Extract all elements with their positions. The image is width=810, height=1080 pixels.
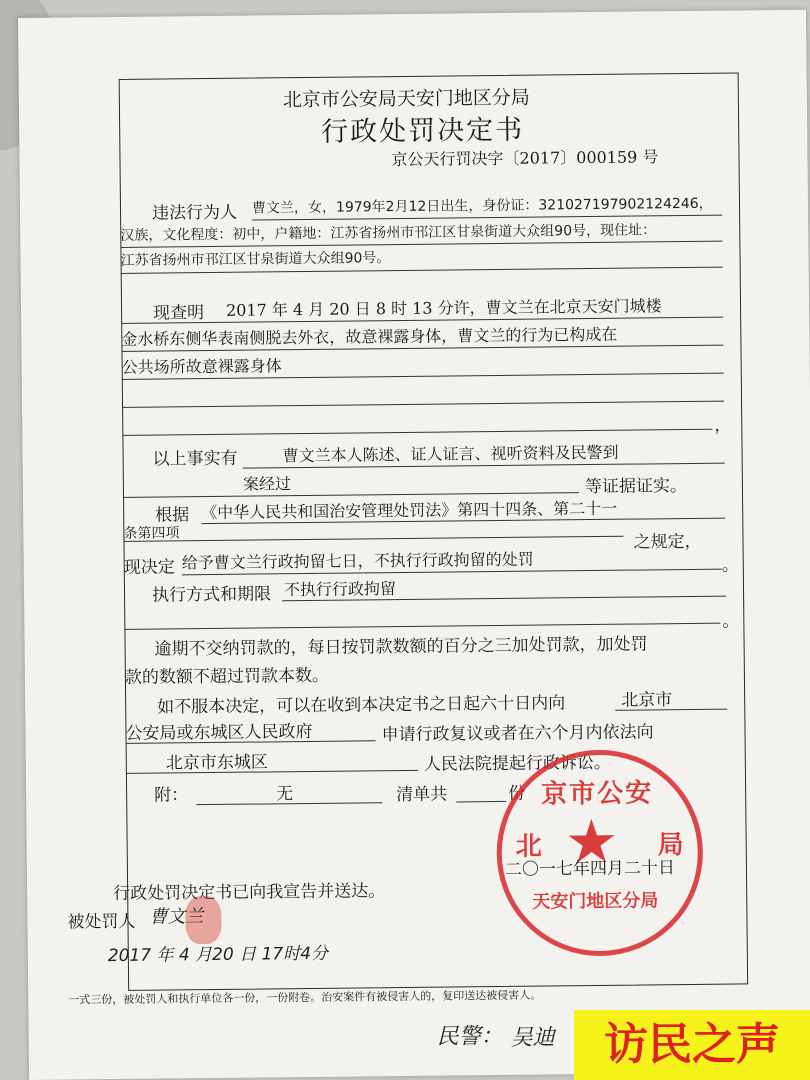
appeal-line1-value: 北京市: [621, 690, 673, 711]
overdue-line1: 逾期不交纳罚款的，每日按罚款数额的百分之三加处罚款，加处罚: [154, 634, 648, 660]
appeal-line2-value: 公安局或东城区人民政府: [125, 721, 313, 744]
footnote: 一式三份，被处罚人和执行单位各一份，一份附卷。治安案件有被侵害人的，复印送达被侵害人。: [68, 988, 542, 1007]
execution-value: 不执行行政拘留: [283, 579, 397, 600]
offender-info-line1: 曹文兰，女，1979年2月12日出生，身份证：321027197902124246，: [251, 195, 713, 217]
execution-end: 。: [722, 611, 740, 632]
evidence-suffix: 等证据证实。: [584, 476, 688, 498]
evidence-label: 以上事实有: [152, 448, 238, 470]
appeal-line3-suffix: 人民法院提起行政诉讼。: [423, 752, 611, 775]
attachment-value: 无: [276, 784, 294, 805]
police-signature: 吴迪: [510, 1025, 555, 1051]
facts-label: 现查明: [152, 303, 205, 324]
list-count-suffix: 份: [508, 783, 526, 804]
evidence-value-2: 案经过: [242, 474, 292, 494]
facts-line3: 公共场所故意裸露身体: [121, 356, 282, 377]
overdue-line2: 款的数额不超过罚款本数。: [124, 665, 330, 688]
police-label: 民警：: [436, 1023, 503, 1050]
decision-end: 。: [721, 555, 739, 576]
offender-info-line3: 江苏省扬州市邗江区甘泉街道大众组90号。: [120, 250, 391, 269]
document-title: 行政处罚决定书: [321, 114, 525, 148]
official-seal: 北 京市公安 局 ★ 天安门地区分局: [496, 749, 704, 957]
signed-time: 2017 年 4 月20 日 17时4分: [107, 943, 329, 967]
basis-value-1: 《中华人民共和国治安管理处罚法》第四十四条、第二十一: [201, 498, 618, 523]
facts-line2: 金水桥东侧华表南侧脱去外衣，故意裸露身体，曹文兰的行为已构成在: [121, 324, 618, 349]
document-number: 京公天行罚决字〔2017〕000159 号: [391, 147, 659, 170]
issue-date: 二〇一七年四月二十日: [504, 858, 676, 880]
evidence-value-1: 曹文兰本人陈述、证人证言、视听资料及民警到: [282, 442, 619, 466]
decision-value: 给予曹文兰行政拘留七日，不执行行政拘留的处罚: [181, 549, 534, 573]
basis-suffix: 之规定，: [633, 531, 702, 553]
attachment-label: 附：: [154, 785, 189, 806]
punished-person-label: 被处罚人: [67, 911, 136, 933]
appeal-line1-prefix: 如不服本决定，可以在收到本决定书之日起六十日内向: [157, 693, 566, 718]
execution-label: 执行方式和期限: [151, 584, 272, 606]
punished-person-signature: 曹文兰: [149, 906, 204, 928]
facts-end-comma: ，: [714, 415, 732, 436]
document-page: [18, 10, 810, 1080]
delivery-statement: 行政处罚决定书已向我宣告并送达。: [113, 881, 386, 905]
offender-label: 违法行为人: [151, 202, 238, 224]
star-icon: ★: [564, 806, 619, 878]
appeal-line3-value: 北京市东城区: [165, 752, 268, 774]
facts-line1: 2017 年 4 月 20 日 8 时 13 分许，曹文兰在北京天安门城楼: [225, 296, 662, 320]
offender-info-line2: 汉族，文化程度：初中，户籍地：江苏省扬州市邗江区甘泉街道大众组90号，现住址：: [120, 222, 657, 244]
agency-name: 北京市公安局天安门地区分局: [282, 86, 530, 112]
appeal-line2-suffix: 申请行政复议或者在六个月内依法向: [381, 722, 654, 746]
basis-label: 根据: [155, 505, 190, 526]
watermark-label: 访民之声: [574, 1010, 810, 1080]
list-count-label: 清单共: [396, 784, 448, 806]
decision-label: 现决定: [123, 557, 175, 578]
basis-value-2: 条第四项: [123, 525, 180, 542]
